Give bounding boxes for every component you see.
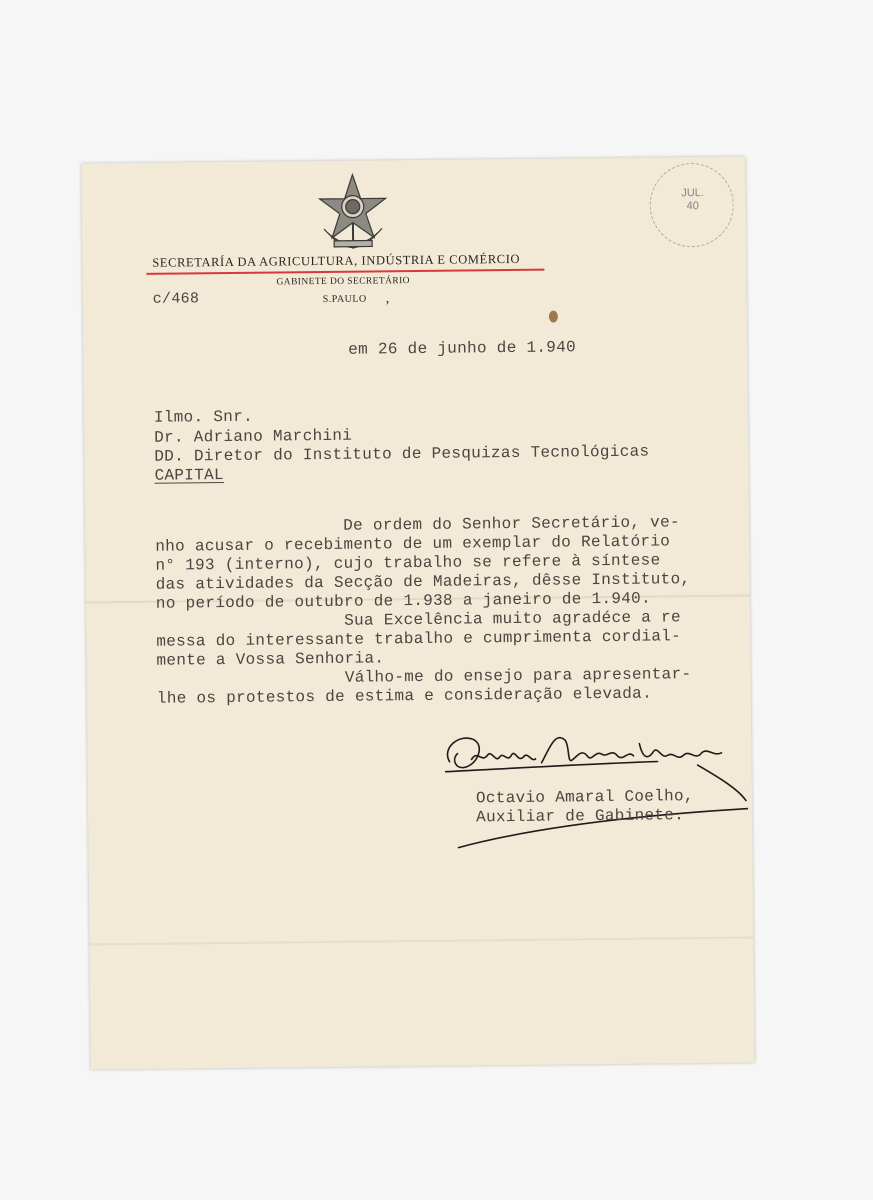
body-line: nho acusar o recebimento de um exemplar do Relatório [155,532,671,556]
letterhead-title: SECRETARÍA DA AGRICULTURA, INDÚSTRIA E COMÉRCIO [152,251,521,270]
signatory-name: Octavio Amaral Coelho, [475,787,694,808]
body-line: Sua Excelência muito agradéce a re [155,608,681,632]
body-line: lhe os protestos de estima e consideração elevada. [156,684,653,708]
recipient-location: CAPITAL [154,466,224,485]
body-line: mente a Vossa Senhoria. [156,649,385,670]
signature-block [476,787,694,827]
body-line: Válho-me do ensejo para apresentar- [156,665,692,689]
letterhead-city-comma: , [385,291,390,307]
letterhead-city: S.PAULO [322,293,367,305]
recipient-title: DD. Diretor do Instituto de Pesquizas Tecnológicas [154,442,650,466]
body-line: no período de outubro de 1.938 a janeiro de 1.940. [155,589,652,613]
letter-body [155,513,692,709]
recipient-salutation: Ilmo. Snr. [153,407,254,427]
stamp-month: JUL. [681,186,704,200]
stamp-year: 40 [686,200,699,213]
received-stamp-text [678,187,708,213]
coat-of-arms-icon [315,170,390,251]
body-line: n° 193 (interno), cujo trabalho se refere à síntese [155,551,661,575]
reference-number: c/468 [152,290,200,308]
signature-text: Octavio Amaral Coelho [437,719,450,721]
letterhead-office: GABINETE DO SECRETÁRIO [276,276,410,288]
paper-stain [549,311,558,323]
body-line: messa do interessante trabalho e cumprimenta cordial- [156,627,682,651]
recipient-name: Dr. Adriano Marchini [154,426,353,447]
letter-page [81,157,754,1070]
body-line: De ordem do Senhor Secretário, ve- [154,513,680,537]
date-line: em 26 de junho de 1.940 [348,338,577,359]
signatory-role: Auxiliar de Gabinete. [476,806,685,827]
body-line: das atividades da Secção de Madeiras, dêsse Instituto, [155,570,691,594]
